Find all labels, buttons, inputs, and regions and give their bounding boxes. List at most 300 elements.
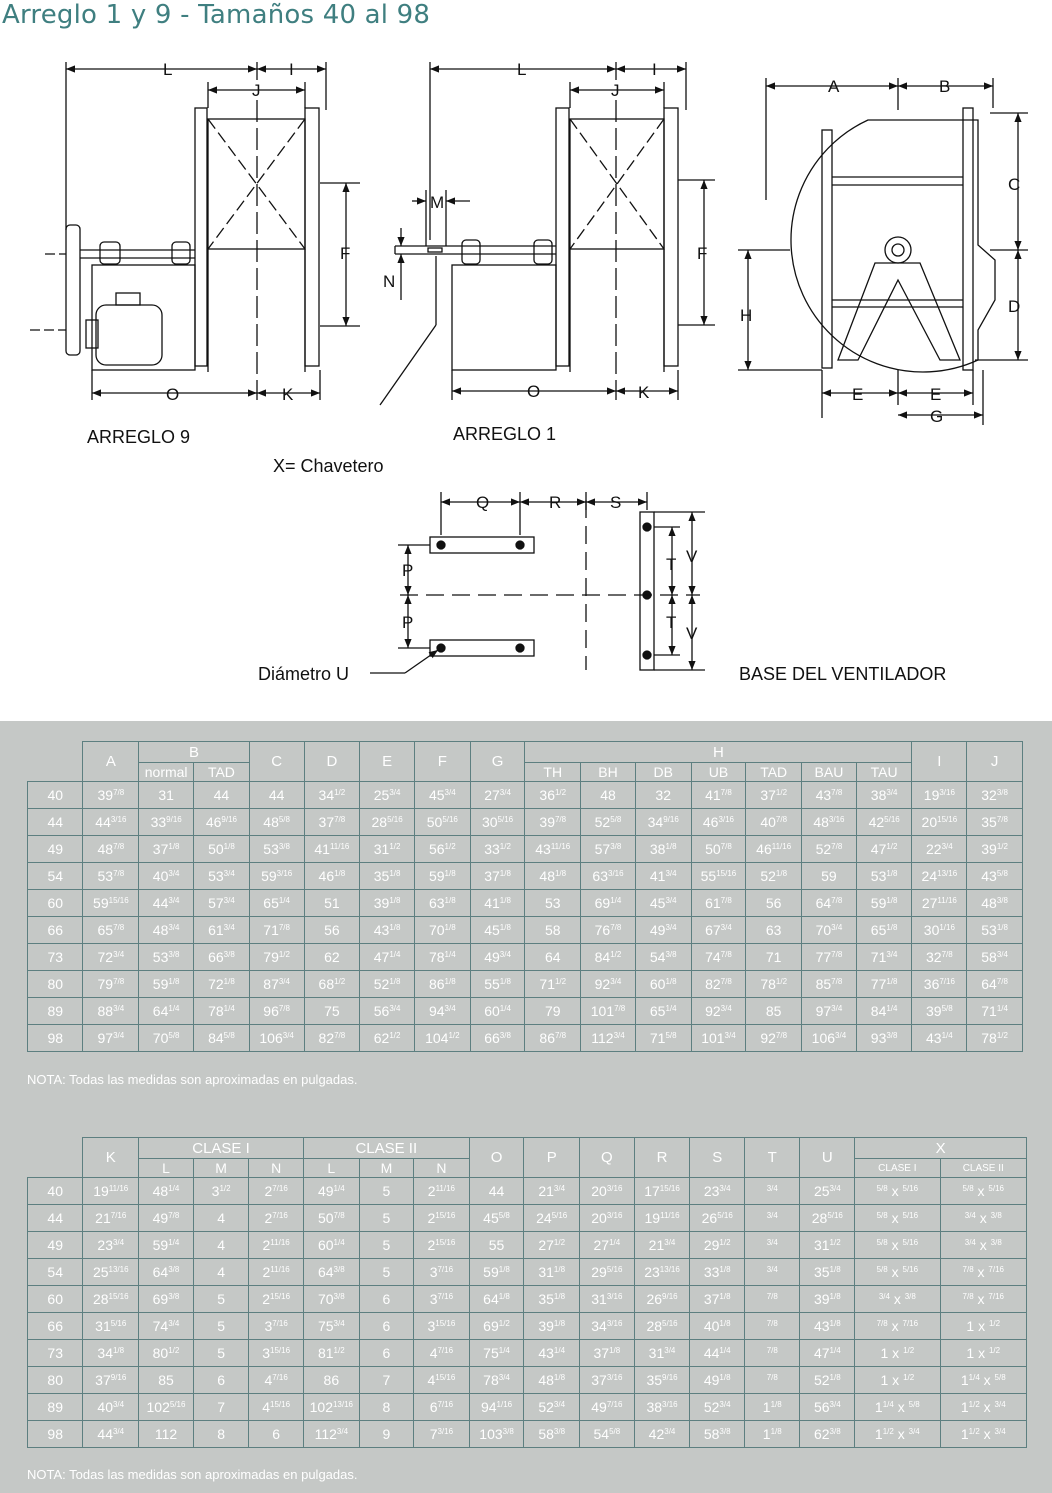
- t1-value-cell: $101^{7/8}$: [581, 998, 636, 1025]
- t2-value-cell: 7/8: [745, 1367, 800, 1394]
- t1-value-cell: $84^{1/4}$: [856, 998, 912, 1025]
- t1-value-cell: $48^{3/8}$: [967, 890, 1023, 917]
- t2-value-cell: 6: [359, 1286, 413, 1313]
- t2-value-cell: $1^{1/4}$ x $^{5/8}$: [940, 1367, 1026, 1394]
- arreglo9-label-I: I: [289, 60, 294, 79]
- t2-size-cell: 80: [28, 1367, 83, 1394]
- t2-value-cell: $58^{3/8}$: [690, 1421, 745, 1448]
- t1-value-cell: $50^{1/8}$: [194, 836, 250, 863]
- t1-value-cell: $19^{3/16}$: [912, 782, 967, 809]
- t1-row-49: [28, 836, 1023, 863]
- t2-value-cell: $34^{3/16}$: [580, 1313, 635, 1340]
- t1-value-cell: $78^{1/4}$: [414, 944, 470, 971]
- t1-header-J: J: [967, 742, 1023, 782]
- t2-size-cell: 49: [28, 1232, 83, 1259]
- t2-value-cell: $29^{1/2}$: [690, 1232, 745, 1259]
- t1-header-D: D: [304, 742, 360, 782]
- t1-value-cell: $64^{7/8}$: [802, 890, 857, 917]
- t1-value-cell: $65^{1/4}$: [635, 998, 691, 1025]
- t2-value-cell: $23^{13/16}$: [634, 1259, 690, 1286]
- t1-value-cell: $43^{1/4}$: [912, 1025, 967, 1052]
- t2-value-cell: $40^{1/8}$: [690, 1313, 745, 1340]
- t2-value-cell: $1^{1/2}$ x $^{3/4}$: [855, 1421, 940, 1448]
- t1-value-cell: $96^{7/8}$: [249, 998, 304, 1025]
- t2-value-cell: 6: [193, 1367, 248, 1394]
- t1-value-cell: $60^{1/4}$: [470, 998, 525, 1025]
- t1-value-cell: 79: [525, 998, 581, 1025]
- t1-value-cell: $52^{1/8}$: [360, 971, 415, 998]
- t1-value-cell: $78^{1/4}$: [194, 998, 250, 1025]
- t1-value-cell: $67^{3/4}$: [691, 917, 746, 944]
- t1-value-cell: $82^{7/8}$: [304, 1025, 360, 1052]
- t1-header-G: G: [470, 742, 525, 782]
- t2-header-S: S: [690, 1138, 745, 1178]
- t2-value-cell: $43^{1/8}$: [800, 1313, 855, 1340]
- t2-value-cell: $94^{1/16}$: [469, 1394, 524, 1421]
- t2-value-cell: 5: [359, 1232, 413, 1259]
- t2-value-cell: $^{5/8}$ x $^{5/16}$: [855, 1232, 940, 1259]
- t2-value-cell: $78^{3/4}$: [469, 1367, 524, 1394]
- t1-size-cell: 54: [28, 863, 83, 890]
- t2-header-U: U: [800, 1138, 855, 1178]
- t2-value-cell: 1 x $^{1/2}$: [940, 1313, 1026, 1340]
- arreglo1-label-N: N: [383, 272, 396, 291]
- t2-value-cell: $^{5/8}$ x $^{5/16}$: [855, 1205, 940, 1232]
- t2-value-cell: 4: [193, 1259, 248, 1286]
- t2-value-cell: $112^{3/4}$: [303, 1421, 359, 1448]
- t2-size-cell: 60: [28, 1286, 83, 1313]
- t1-value-cell: $44^{3/16}$: [83, 809, 139, 836]
- t1-value-cell: $53^{3/4}$: [194, 863, 250, 890]
- arreglo1-label-O: O: [527, 382, 541, 401]
- t1-header-B: B: [139, 742, 250, 763]
- t1-value-cell: 85: [746, 998, 802, 1025]
- t1-value-cell: $32^{3/8}$: [967, 782, 1023, 809]
- t2-value-cell: $49^{7/16}$: [580, 1394, 635, 1421]
- t1-value-cell: 48: [581, 782, 636, 809]
- t1-value-cell: $37^{1/8}$: [470, 863, 525, 890]
- t2-value-cell: $52^{3/4}$: [690, 1394, 745, 1421]
- t1-value-cell: $61^{7/8}$: [691, 890, 746, 917]
- t2-value-cell: $^{3/4}$ x $^{3/8}$: [940, 1232, 1026, 1259]
- t2-value-cell: $35^{1/8}$: [524, 1286, 580, 1313]
- t1-size-cell: 40: [28, 782, 83, 809]
- t2-size-cell: 44: [28, 1205, 83, 1232]
- t1-header-E: E: [360, 742, 415, 782]
- t2-header-K: K: [83, 1138, 139, 1178]
- arreglo1-label-M: M: [430, 193, 445, 212]
- t2-value-cell: $4^{7/16}$: [414, 1340, 470, 1367]
- t2-row-80: [28, 1367, 1027, 1394]
- t2-header-R: R: [634, 1138, 690, 1178]
- t1-value-cell: $59^{1/8}$: [856, 890, 912, 917]
- t1-value-cell: $57^{3/4}$: [194, 890, 250, 917]
- t2-value-cell: 6: [359, 1340, 413, 1367]
- arreglo1-caption: ARREGLO 1: [453, 424, 557, 444]
- t2-value-cell: $^{5/8}$ x $^{5/16}$: [855, 1259, 940, 1286]
- t1-value-cell: $48^{3/16}$: [802, 809, 857, 836]
- t2-value-cell: $1^{1/8}$: [745, 1394, 800, 1421]
- t2-value-cell: 3/4: [745, 1232, 800, 1259]
- t1-value-cell: $45^{3/4}$: [635, 890, 691, 917]
- arreglo1-drawing: [380, 62, 715, 405]
- t1-value-cell: $50^{5/16}$: [414, 809, 470, 836]
- t2-header-c2-L: L: [303, 1159, 359, 1178]
- t1-value-cell: $50^{7/8}$: [691, 836, 746, 863]
- side-label-D: D: [1008, 297, 1021, 316]
- t1-value-cell: $79^{7/8}$: [83, 971, 139, 998]
- t1-value-cell: $33^{1/2}$: [470, 836, 525, 863]
- dimensions-table-1: [27, 741, 1023, 1052]
- t1-value-cell: $39^{1/8}$: [360, 890, 415, 917]
- t2-value-cell: $40^{3/4}$: [83, 1394, 139, 1421]
- t1-value-cell: $101^{3/4}$: [691, 1025, 746, 1052]
- side-label-E1: E: [852, 385, 864, 404]
- t2-header-clase1: CLASE I: [139, 1138, 304, 1159]
- base-label-P2: P: [402, 613, 414, 632]
- t2-value-cell: $48^{1/4}$: [139, 1178, 194, 1205]
- arreglo9-label-L: L: [163, 60, 173, 79]
- t2-value-cell: $75^{3/4}$: [303, 1313, 359, 1340]
- t2-size-cell: 54: [28, 1259, 83, 1286]
- t1-value-cell: $77^{7/8}$: [802, 944, 857, 971]
- t2-value-cell: $7^{3/16}$: [414, 1421, 470, 1448]
- t2-value-cell: $102^{5/16}$: [139, 1394, 194, 1421]
- t2-value-cell: $23^{3/4}$: [83, 1232, 139, 1259]
- t2-value-cell: $2^{7/16}$: [249, 1178, 304, 1205]
- t1-value-cell: $71^{1/2}$: [525, 971, 581, 998]
- t2-value-cell: 6: [359, 1313, 413, 1340]
- base-label-Q: Q: [476, 493, 490, 512]
- t1-note: NOTA: Todas las medidas son aproximadas en pulgadas.: [27, 1072, 358, 1087]
- t1-value-cell: $25^{3/4}$: [360, 782, 415, 809]
- t2-header-clase2: CLASE II: [303, 1138, 469, 1159]
- t1-value-cell: $112^{3/4}$: [581, 1025, 636, 1052]
- t2-value-cell: 4: [193, 1232, 248, 1259]
- t2-value-cell: 112: [139, 1421, 194, 1448]
- t2-row-98: [28, 1421, 1027, 1448]
- t2-row-44: [28, 1205, 1027, 1232]
- t1-row-89: [28, 998, 1023, 1025]
- t2-value-cell: 7/8: [745, 1340, 800, 1367]
- t2-value-cell: $37^{3/16}$: [580, 1367, 635, 1394]
- arreglo9-label-F: F: [340, 244, 351, 263]
- t1-value-cell: $71^{3/4}$: [856, 944, 912, 971]
- t2-value-cell: $^{7/8}$ x $^{7/16}$: [940, 1259, 1026, 1286]
- t2-value-cell: $^{3/4}$ x $^{3/8}$: [855, 1286, 940, 1313]
- t1-value-cell: $71^{5/8}$: [635, 1025, 691, 1052]
- t2-value-cell: $4^{7/16}$: [249, 1367, 304, 1394]
- t2-value-cell: $52^{1/8}$: [800, 1367, 855, 1394]
- t1-header-UB: UB: [691, 763, 746, 782]
- t1-value-cell: $52^{5/8}$: [581, 809, 636, 836]
- t1-header-H: H: [525, 742, 912, 763]
- t2-value-cell: $31^{3/16}$: [580, 1286, 635, 1313]
- t2-value-cell: $26^{9/16}$: [634, 1286, 690, 1313]
- t1-value-cell: $53^{1/8}$: [856, 863, 912, 890]
- page-title: Arreglo 1 y 9 - Tamaños 40 al 98: [2, 0, 431, 30]
- t1-value-cell: $24^{13/16}$: [912, 863, 967, 890]
- t2-row-89: [28, 1394, 1027, 1421]
- t2-value-cell: $3^{15/16}$: [249, 1340, 304, 1367]
- t1-header-B-normal: normal: [139, 763, 194, 782]
- t1-value-cell: $34^{9/16}$: [635, 809, 691, 836]
- t2-value-cell: $52^{3/4}$: [524, 1394, 580, 1421]
- fan-base-drawing: [370, 492, 705, 673]
- t1-row-60: [28, 890, 1023, 917]
- t2-value-cell: 7: [193, 1394, 248, 1421]
- arreglo9-label-O: O: [166, 385, 180, 404]
- t2-value-cell: $2^{15/16}$: [249, 1286, 304, 1313]
- base-label-V1: V: [686, 547, 698, 566]
- t2-header-Q: Q: [580, 1138, 635, 1178]
- side-label-B: B: [939, 77, 951, 96]
- t1-value-cell: $70^{3/4}$: [802, 917, 857, 944]
- t2-value-cell: $44^{1/4}$: [690, 1340, 745, 1367]
- t1-value-cell: 31: [139, 782, 194, 809]
- t1-value-cell: $97^{3/4}$: [83, 1025, 139, 1052]
- t2-row-40: [28, 1178, 1027, 1205]
- t2-value-cell: $4^{15/16}$: [249, 1394, 304, 1421]
- t1-value-cell: $27^{3/4}$: [470, 782, 525, 809]
- t1-value-cell: $28^{5/16}$: [360, 809, 415, 836]
- t2-value-cell: $37^{1/8}$: [580, 1340, 635, 1367]
- t1-value-cell: $94^{3/4}$: [414, 998, 470, 1025]
- t2-value-cell: $34^{1/8}$: [83, 1340, 139, 1367]
- t2-value-cell: $2^{11/16}$: [249, 1259, 304, 1286]
- t2-value-cell: $4^{15/16}$: [414, 1367, 470, 1394]
- t1-value-cell: $41^{11/16}$: [304, 836, 360, 863]
- arreglo9-caption: ARREGLO 9: [87, 427, 191, 447]
- t2-value-cell: 4: [193, 1205, 248, 1232]
- t1-value-cell: $37^{1/8}$: [139, 836, 194, 863]
- t1-value-cell: $33^{9/16}$: [139, 809, 194, 836]
- t2-value-cell: $^{3/4}$ x $^{3/8}$: [940, 1205, 1026, 1232]
- side-label-H: H: [740, 306, 753, 325]
- t1-value-cell: $34^{1/2}$: [304, 782, 360, 809]
- t1-value-cell: 58: [525, 917, 581, 944]
- t2-value-cell: $27^{1/4}$: [580, 1232, 635, 1259]
- t1-value-cell: $27^{11/16}$: [912, 890, 967, 917]
- t2-value-cell: 5: [193, 1286, 248, 1313]
- t2-value-cell: $^{5/8}$ x $^{5/16}$: [855, 1178, 940, 1205]
- base-label-R: R: [549, 493, 562, 512]
- t1-value-cell: 44: [249, 782, 304, 809]
- t2-size-cell: 98: [28, 1421, 83, 1448]
- t1-value-cell: $59^{1/8}$: [414, 863, 470, 890]
- t1-value-cell: $106^{3/4}$: [249, 1025, 304, 1052]
- t1-value-cell: $79^{1/2}$: [249, 944, 304, 971]
- arreglo1-label-L: L: [517, 60, 527, 79]
- side-view-drawing: [738, 78, 1028, 425]
- t2-header-c2-N: N: [414, 1159, 470, 1178]
- arreglo1-label-K: K: [638, 383, 650, 402]
- t1-value-cell: $36^{1/2}$: [525, 782, 581, 809]
- t1-value-cell: $49^{3/4}$: [635, 917, 691, 944]
- t1-value-cell: $63^{3/16}$: [581, 863, 636, 890]
- t2-value-cell: $1^{1/2}$ x $^{3/4}$: [940, 1394, 1026, 1421]
- t2-value-cell: $31^{1/2}$: [800, 1232, 855, 1259]
- t2-value-cell: 44: [469, 1178, 524, 1205]
- t2-value-cell: $25^{3/4}$: [800, 1178, 855, 1205]
- t1-row-98: [28, 1025, 1023, 1052]
- t1-value-cell: $71^{1/4}$: [967, 998, 1023, 1025]
- t2-value-cell: $1^{1/4}$ x $^{5/8}$: [855, 1394, 940, 1421]
- t1-value-cell: $53^{1/8}$: [967, 917, 1023, 944]
- t1-value-cell: 63: [746, 917, 802, 944]
- t1-header-A: A: [83, 742, 139, 782]
- t2-body: [28, 1178, 1027, 1448]
- t2-value-cell: $49^{7/8}$: [139, 1205, 194, 1232]
- t1-value-cell: 64: [525, 944, 581, 971]
- t2-value-cell: 1 x $^{1/2}$: [855, 1340, 940, 1367]
- t1-value-cell: 56: [746, 890, 802, 917]
- t1-value-cell: $86^{1/8}$: [414, 971, 470, 998]
- t2-value-cell: $26^{5/16}$: [690, 1205, 745, 1232]
- t2-value-cell: 5: [193, 1340, 248, 1367]
- t1-value-cell: $65^{1/8}$: [856, 917, 912, 944]
- keyway-note: X= Chavetero: [273, 456, 384, 476]
- t1-value-cell: $45^{3/4}$: [414, 782, 470, 809]
- t1-value-cell: $69^{1/4}$: [581, 890, 636, 917]
- t2-value-cell: $60^{1/4}$: [303, 1232, 359, 1259]
- t2-value-cell: $75^{1/4}$: [469, 1340, 524, 1367]
- t2-value-cell: $39^{1/8}$: [524, 1313, 580, 1340]
- t1-value-cell: 51: [304, 890, 360, 917]
- fan-drawings: [0, 0, 1052, 720]
- t2-header-P: P: [524, 1138, 580, 1178]
- t2-value-cell: $1^{1/2}$ x $^{3/4}$: [940, 1421, 1026, 1448]
- t2-value-cell: 86: [303, 1367, 359, 1394]
- t2-value-cell: $^{7/8}$ x $^{7/16}$: [855, 1313, 940, 1340]
- t2-size-cell: 40: [28, 1178, 83, 1205]
- t1-header-B-TAD: TAD: [194, 763, 250, 782]
- t1-value-cell: $72^{3/4}$: [83, 944, 139, 971]
- arreglo1-label-J: J: [611, 81, 620, 100]
- side-label-G: G: [930, 407, 944, 426]
- t2-value-cell: $17^{15/16}$: [634, 1178, 690, 1205]
- t1-header-DB: DB: [635, 763, 691, 782]
- t2-row-54: [28, 1259, 1027, 1286]
- t1-header-F: F: [414, 742, 470, 782]
- base-caption: BASE DEL VENTILADOR: [739, 664, 947, 684]
- t1-value-cell: $48^{5/8}$: [249, 809, 304, 836]
- t2-value-cell: 9: [359, 1421, 413, 1448]
- t1-size-cell: 80: [28, 971, 83, 998]
- t2-value-cell: 7/8: [745, 1286, 800, 1313]
- t1-value-cell: $22^{3/4}$: [912, 836, 967, 863]
- t2-row-49: [28, 1232, 1027, 1259]
- t2-value-cell: $28^{5/16}$: [800, 1205, 855, 1232]
- t2-value-cell: 5: [359, 1178, 413, 1205]
- t1-value-cell: $70^{1/8}$: [414, 917, 470, 944]
- t1-value-cell: $48^{3/4}$: [139, 917, 194, 944]
- t1-value-cell: $47^{1/2}$: [856, 836, 912, 863]
- t2-value-cell: $37^{9/16}$: [83, 1367, 139, 1394]
- t1-value-cell: $47^{1/4}$: [360, 944, 415, 971]
- arreglo1-label-I: I: [652, 60, 657, 79]
- t2-value-cell: $81^{1/2}$: [303, 1340, 359, 1367]
- t1-value-cell: $66^{3/8}$: [470, 1025, 525, 1052]
- t1-size-cell: 66: [28, 917, 83, 944]
- t1-value-cell: $53^{3/8}$: [139, 944, 194, 971]
- t2-value-cell: $47^{1/4}$: [800, 1340, 855, 1367]
- t1-header-TH: TH: [525, 763, 581, 782]
- t1-value-cell: 75: [304, 998, 360, 1025]
- t2-value-cell: $103^{3/8}$: [469, 1421, 524, 1448]
- t1-value-cell: $56^{3/4}$: [360, 998, 415, 1025]
- t1-value-cell: $40^{3/4}$: [139, 863, 194, 890]
- t2-value-cell: $3^{7/16}$: [414, 1259, 470, 1286]
- t2-header-c1-M: M: [193, 1159, 248, 1178]
- t1-value-cell: $87^{3/4}$: [249, 971, 304, 998]
- t1-value-cell: 71: [746, 944, 802, 971]
- t1-value-cell: $84^{5/8}$: [194, 1025, 250, 1052]
- t2-value-cell: $3^{7/16}$: [414, 1286, 470, 1313]
- t2-value-cell: $33^{1/8}$: [690, 1259, 745, 1286]
- t2-value-cell: $49^{1/4}$: [303, 1178, 359, 1205]
- t1-value-cell: $46^{9/16}$: [194, 809, 250, 836]
- t1-header-TAD: TAD: [746, 763, 802, 782]
- arreglo9-label-J: J: [252, 81, 261, 100]
- t1-value-cell: $97^{3/4}$: [802, 998, 857, 1025]
- t2-size-cell: 89: [28, 1394, 83, 1421]
- t2-value-cell: $35^{1/8}$: [800, 1259, 855, 1286]
- t1-value-cell: $92^{7/8}$: [746, 1025, 802, 1052]
- t2-value-cell: $58^{3/8}$: [524, 1421, 580, 1448]
- t1-value-cell: $40^{7/8}$: [746, 809, 802, 836]
- t2-value-cell: $64^{3/8}$: [139, 1259, 194, 1286]
- t1-value-cell: $78^{1/2}$: [967, 1025, 1023, 1052]
- t2-size-cell: 73: [28, 1340, 83, 1367]
- t1-value-cell: $55^{15/16}$: [691, 863, 746, 890]
- t2-value-cell: $50^{7/8}$: [303, 1205, 359, 1232]
- t1-value-cell: $64^{7/8}$: [967, 971, 1023, 998]
- t1-value-cell: 62: [304, 944, 360, 971]
- t2-value-cell: $42^{3/4}$: [634, 1421, 690, 1448]
- t2-value-cell: $56^{3/4}$: [800, 1394, 855, 1421]
- t2-value-cell: $59^{1/4}$: [139, 1232, 194, 1259]
- t2-header-O: O: [469, 1138, 524, 1178]
- t2-value-cell: 3/4: [745, 1205, 800, 1232]
- base-label-T2: T: [666, 613, 677, 632]
- t2-value-cell: $35^{9/16}$: [634, 1367, 690, 1394]
- t1-value-cell: $37^{7/8}$: [304, 809, 360, 836]
- t1-value-cell: $46^{11/16}$: [746, 836, 802, 863]
- t2-value-cell: $20^{3/16}$: [580, 1178, 635, 1205]
- t1-value-cell: 53: [525, 890, 581, 917]
- t2-value-cell: $31^{5/16}$: [83, 1313, 139, 1340]
- t2-value-cell: 7/8: [745, 1313, 800, 1340]
- t2-row-66: [28, 1313, 1027, 1340]
- t1-value-cell: $44^{3/4}$: [139, 890, 194, 917]
- t1-size-cell: 73: [28, 944, 83, 971]
- t2-value-cell: $3^{15/16}$: [414, 1313, 470, 1340]
- t1-value-cell: $76^{7/8}$: [581, 917, 636, 944]
- t1-value-cell: $62^{1/2}$: [360, 1025, 415, 1052]
- t1-value-cell: $60^{1/8}$: [635, 971, 691, 998]
- t2-value-cell: $25^{13/16}$: [83, 1259, 139, 1286]
- t1-size-cell: 98: [28, 1025, 83, 1052]
- t2-value-cell: 6: [249, 1421, 304, 1448]
- t1-value-cell: $65^{1/4}$: [249, 890, 304, 917]
- t1-value-cell: $39^{5/8}$: [912, 998, 967, 1025]
- t1-value-cell: $59^{15/16}$: [83, 890, 139, 917]
- t1-value-cell: 56: [304, 917, 360, 944]
- t2-value-cell: $102^{13/16}$: [303, 1394, 359, 1421]
- t1-size-cell: 89: [28, 998, 83, 1025]
- t2-value-cell: 5: [359, 1205, 413, 1232]
